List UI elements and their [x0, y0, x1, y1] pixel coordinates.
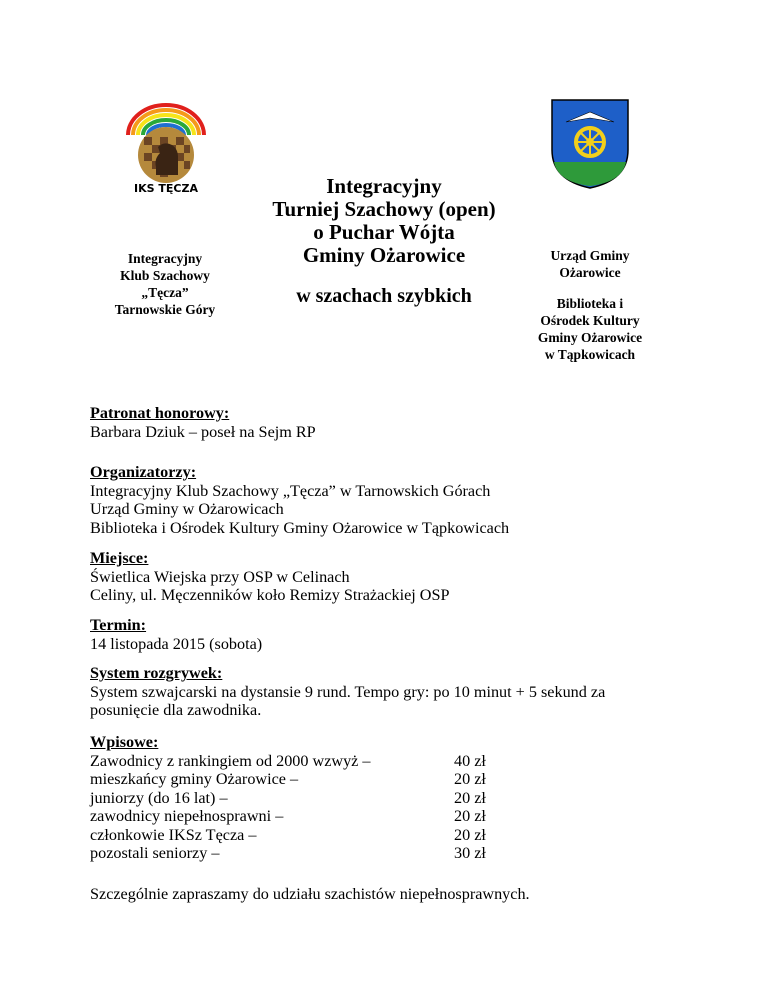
- fee-value: 40 zł: [454, 751, 486, 770]
- right-organizer-urzad: [520, 247, 660, 281]
- fee-row: [90, 752, 710, 771]
- section-line: Świetlica Wiejska przy OSP w Celinach: [90, 567, 350, 586]
- fee-label: juniorzy (do 16 lat) –: [90, 788, 228, 807]
- fee-value: 30 zł: [454, 844, 486, 862]
- section-wpisowe: [90, 733, 710, 863]
- fee-label: zawodnicy niepełnosprawni –: [90, 807, 284, 825]
- section-patronat: [90, 404, 710, 441]
- title-line: Turniej Szachowy (open): [272, 197, 496, 221]
- left-org-line: Integracyjny: [127, 251, 203, 266]
- fee-row: [90, 807, 710, 826]
- closing-invitation: Szczególnie zapraszamy do udziału szachistów niepełnosprawnych.: [90, 885, 530, 903]
- tournament-title: [248, 175, 520, 267]
- section-line: Biblioteka i Ośrodek Kultury Gminy Ożarowice w Tąpkowicach: [90, 518, 510, 537]
- section-line: Urząd Gminy w Ożarowicach: [90, 500, 284, 518]
- gmina-ozarowice-coat-of-arms: [550, 98, 630, 190]
- left-org-line: Tarnowskie Góry: [114, 302, 216, 317]
- title-line: o Puchar Wójta: [313, 220, 455, 244]
- section-line: 14 listopada 2015 (sobota): [90, 634, 263, 653]
- right-org-line: Ośrodek Kultury: [540, 313, 640, 328]
- section-line: Celiny, ul. Męczenników koło Remizy Strażackiej OSP: [90, 586, 450, 604]
- right-org-line: Urząd Gminy: [550, 248, 630, 263]
- fee-label: członkowie IKSz Tęcza –: [90, 825, 257, 844]
- fee-value: 20 zł: [454, 788, 486, 807]
- fee-row: [90, 789, 710, 808]
- section-organizatorzy: [90, 463, 710, 537]
- right-org-line: Ożarowice: [559, 265, 621, 280]
- fee-row: [90, 770, 710, 789]
- title-line: Gminy Ożarowice: [302, 243, 466, 267]
- right-org-line: Gminy Ożarowice: [537, 330, 643, 345]
- fee-value: 20 zł: [454, 807, 486, 825]
- right-org-line: Biblioteka i: [556, 296, 624, 311]
- fee-label: Zawodnicy z rankingiem od 2000 wzwyż –: [90, 751, 371, 770]
- section-heading: Miejsce:: [90, 549, 149, 567]
- section-system: [90, 664, 710, 720]
- section-line: System szwajcarski na dystansie 9 rund. Tempo gry: po 10 minut + 5 sekund za: [90, 682, 606, 701]
- section-heading: Wpisowe:: [90, 733, 159, 751]
- section-line: Integracyjny Klub Szachowy „Tęcza” w Tarnowskich Górach: [90, 481, 491, 500]
- iks-tecza-logo: [120, 95, 212, 195]
- section-heading: System rozgrywek:: [90, 664, 223, 682]
- tournament-subtitle: w szachach szybkich: [296, 285, 472, 307]
- right-org-line: w Tąpkowicach: [544, 347, 636, 362]
- left-org-line: „Tęcza”: [141, 285, 189, 300]
- title-line: Integracyjny: [326, 174, 442, 198]
- section-line: Barbara Dziuk – poseł na Sejm RP: [90, 422, 316, 441]
- section-line: posunięcie dla zawodnika.: [90, 701, 262, 719]
- section-heading: Patronat honorowy:: [90, 404, 230, 422]
- fee-row: [90, 844, 710, 863]
- fee-value: 20 zł: [454, 825, 486, 844]
- fee-value: 20 zł: [454, 770, 486, 788]
- section-heading: Termin:: [90, 616, 147, 634]
- section-miejsce: [90, 549, 710, 605]
- right-organizer-biblioteka: [510, 295, 670, 363]
- section-heading: Organizatorzy:: [90, 463, 197, 481]
- fee-row: [90, 826, 710, 845]
- section-termin: [90, 616, 710, 653]
- left-organizer-name: [82, 250, 248, 318]
- fee-label: pozostali seniorzy –: [90, 844, 220, 862]
- logo-text: IKS TĘCZA: [134, 182, 198, 195]
- fee-label: mieszkańcy gminy Ożarowice –: [90, 770, 299, 788]
- left-org-line: Klub Szachowy: [120, 268, 210, 283]
